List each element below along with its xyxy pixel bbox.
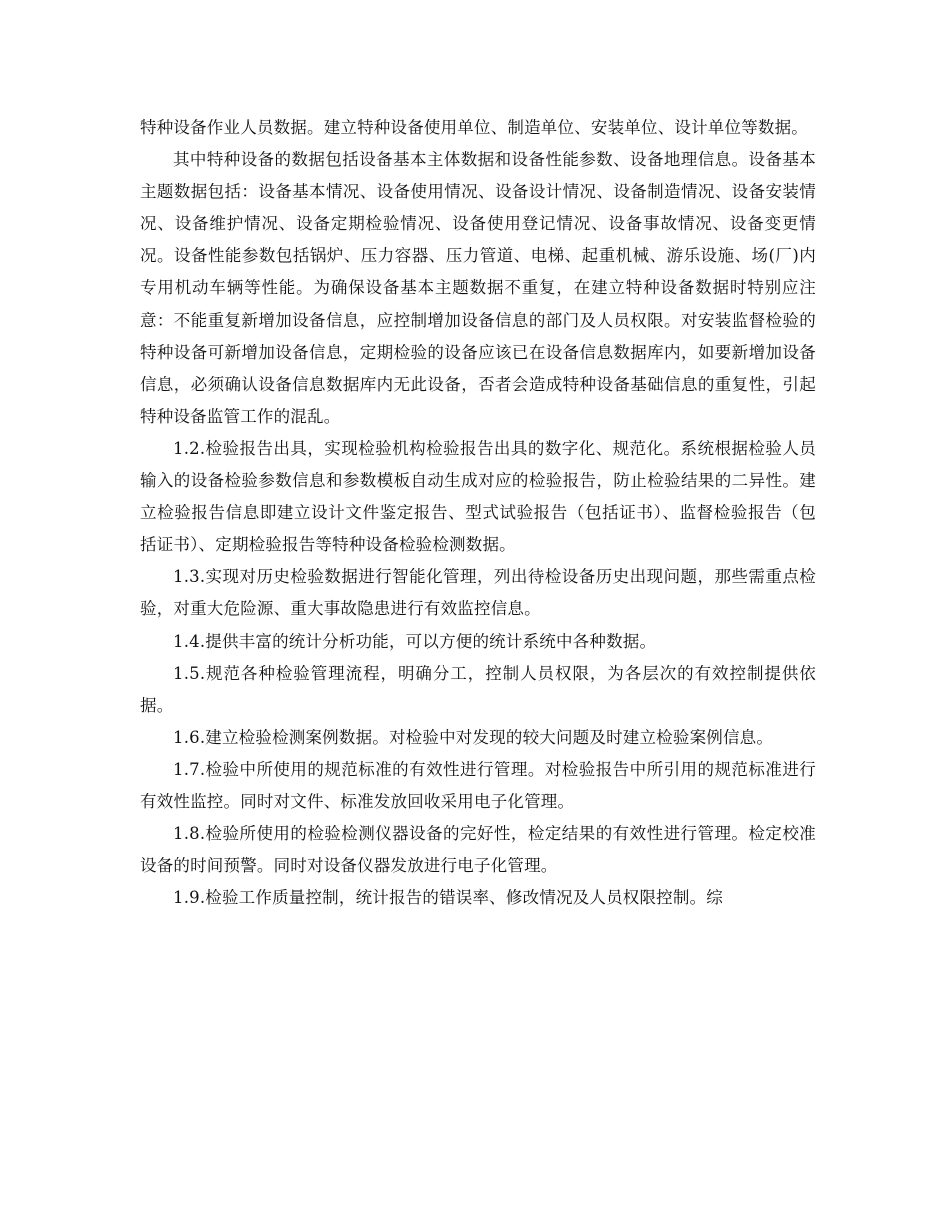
paragraph-equipment-data: 其中特种设备的数据包括设备基本主体数据和设备性能参数、设备地理信息。设备基本主题数据包括：设备基本情况、设备使用情况、设备设计情况、设备制造情况、设备安装情况、设备维护情况、设备定期检验情况、设备使用登记情况、设备事故情况、设备变更情况。设备性能参数包括锅炉、压力容器、压力管道、电梯、起重机械、游乐设施、场(厂)内专用机动车辆等性能。为确保设备基本主题数据不重复，在建立特种设备数据时特别应注意：不能重复新增加设备信息，应控制增加设备信息的部门及人员权限。对安装监督检验的特种设备可新增加设备信息，定期检验的设备应该已在设备信息数据库内，如要新增加设备信息，必须确认设备信息数据库内无此设备，否者会造成特种设备基础信息的重复性，引起特种设备监管工作的混乱。 [140,150,816,426]
paragraph-1-6: 1.6.建立检验检测案例数据。对检验中对发现的较大问题及时建立检验案例信息。 [173,727,774,747]
paragraph-1-7: 1.7.检验中所使用的规范标准的有效性进行管理。对检验报告中所引用的规范标准进行有效性监控。同时对文件、标准发放回收采用电子化管理。 [140,759,816,811]
paragraph-1-9: 1.9.检验工作质量控制，统计报告的错误率、修改情况及人员权限控制。综 [173,888,723,908]
paragraph-1-4: 1.4.提供丰富的统计分析功能，可以方便的统计系统中各种数据。 [173,631,657,651]
paragraph-1-2: 1.2.检验报告出具，实现检验机构检验报告出具的数字化、规范化。系统根据检验人员输入的设备检验参数信息和参数模板自动生成对应的检验报告，防止检验结果的二异性。建立检验报告信息即建立设计文件鉴定报告、型式试验报告（包括证书）、监督检验报告（包括证书）、定期检验报告等特种设备检验检测数据。 [140,438,816,555]
paragraph-intro: 特种设备作业人员数据。建立特种设备使用单位、制造单位、安装单位、设计单位等数据。 [140,118,808,137]
paragraph-1-5: 1.5.规范各种检验管理流程，明确分工，控制人员权限，为各层次的有效控制提供依据。 [140,663,816,715]
paragraph-1-3: 1.3.实现对历史检验数据进行智能化管理，列出待检设备历史出现问题，那些需重点检验，对重大危险源、重大事故隐患进行有效监控信息。 [140,567,816,619]
document-page [140,112,816,914]
paragraph-1-8: 1.8.检验所使用的检验检测仪器设备的完好性，检定结果的有效性进行管理。检定校准设备的时间预警。同时对设备仪器发放进行电子化管理。 [140,824,816,876]
